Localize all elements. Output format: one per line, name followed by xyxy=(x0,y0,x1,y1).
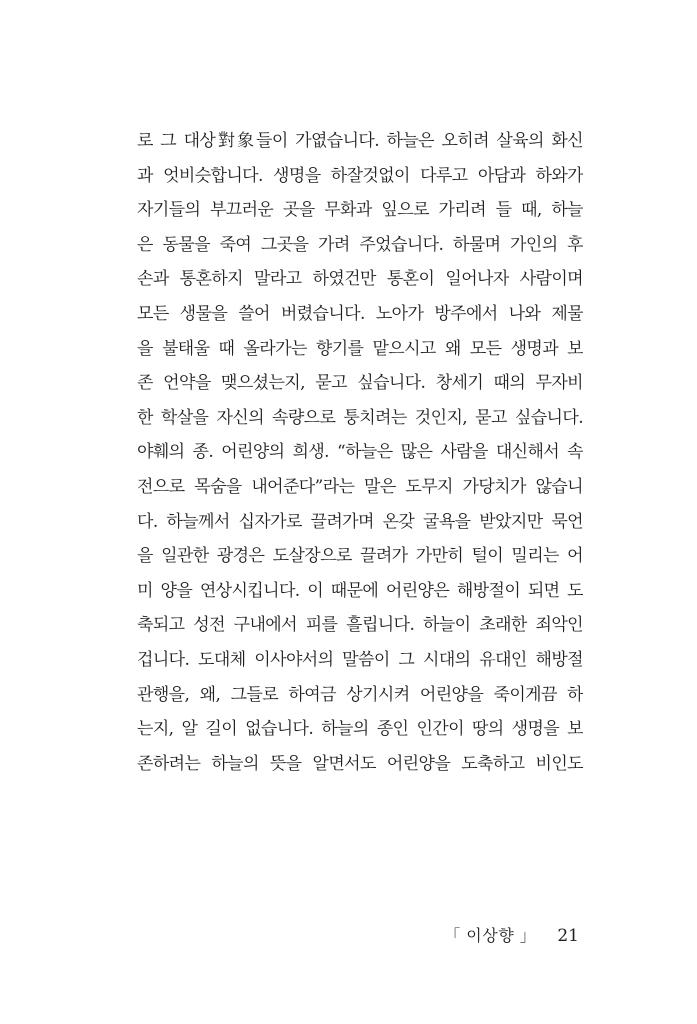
page-footer xyxy=(444,922,579,950)
text-line: 겁니다. 도대체 이사야서의 말씀이 그 시대의 유대인 해방절 xyxy=(137,649,583,670)
text-line: 로 그 대상對象들이 가엾습니다. 하늘은 오히려 살육의 화신 xyxy=(137,131,583,151)
text-line: 한 학살을 자신의 속량으로 퉁치려는 것인지, 묻고 싶습니다. xyxy=(137,407,583,428)
text-line: 존 언약을 맺으셨는지, 묻고 싶습니다. 창세기 때의 무자비 xyxy=(137,373,583,394)
running-head: 「 이상향 」 xyxy=(444,926,537,945)
text-line: 모든 생물을 쓸어 버렸습니다. 노아가 방주에서 나와 제물 xyxy=(137,303,583,324)
page-number: 21 xyxy=(557,926,579,946)
text-line: 존하려는 하늘의 뜻을 알면서도 어린양을 도축하고 비인도 xyxy=(137,753,583,774)
text-line: 미 양을 연상시킵니다. 이 때문에 어린양은 해방절이 되면 도 xyxy=(137,580,583,601)
text-line: 는지, 알 길이 없습니다. 하늘의 종인 인간이 땅의 생명을 보 xyxy=(137,719,583,740)
text-line: 자기들의 부끄러운 곳을 무화과 잎으로 가리려 들 때, 하늘 xyxy=(137,200,583,221)
text-line: 손과 통혼하지 말라고 하였건만 통혼이 일어나자 사람이며 xyxy=(137,269,583,290)
text-line: 과 엇비슷합니다. 생명을 하잘것없이 다루고 아담과 하와가 xyxy=(137,165,583,186)
text-line: 축되고 성전 구내에서 피를 흘립니다. 하늘이 초래한 죄악인 xyxy=(137,615,583,636)
text-line: 을 일관한 광경은 도살장으로 끌려가 가만히 털이 밀리는 어 xyxy=(137,546,583,567)
text-line: 야훼의 종. 어린양의 희생. “하늘은 많은 사람을 대신해서 속 xyxy=(137,442,583,463)
text-line: 은 동물을 죽여 그곳을 가려 주었습니다. 하물며 가인의 후 xyxy=(137,234,583,255)
text-line: 다. 하늘께서 십자가로 끌려가며 온갖 굴욕을 받았지만 묵언 xyxy=(137,511,583,532)
text-line: 전으로 목숨을 내어준다”라는 말은 도무지 가당치가 않습니 xyxy=(137,476,583,497)
body-text xyxy=(137,124,583,781)
text-line: 을 불태울 때 올라가는 향기를 맡으시고 왜 모든 생명과 보 xyxy=(137,338,583,359)
text-line: 관행을, 왜, 그들로 하여금 상기시켜 어린양을 죽이게끔 하 xyxy=(137,684,583,705)
